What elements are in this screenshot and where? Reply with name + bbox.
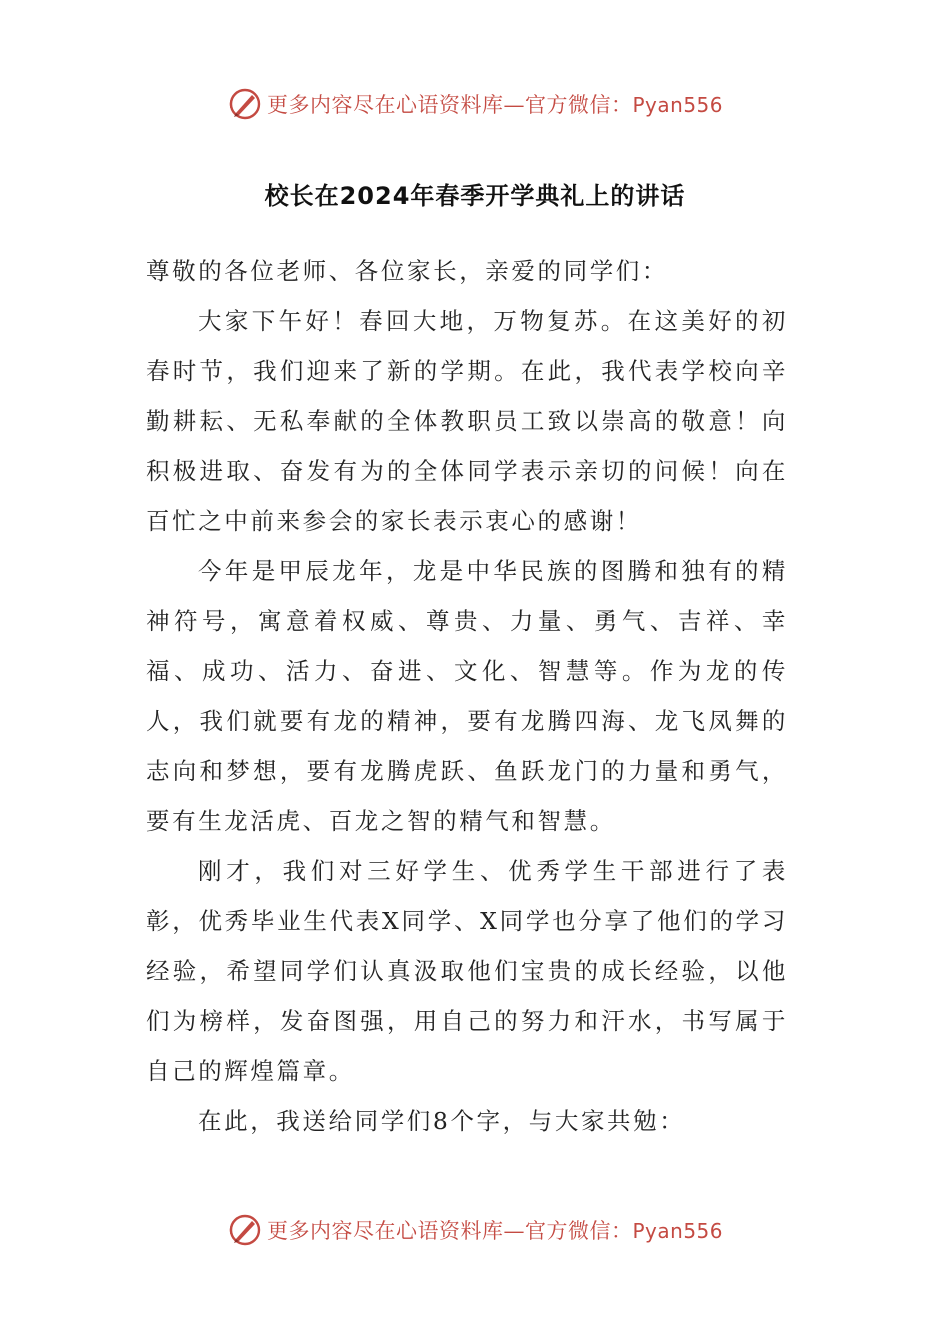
watermark-text: 更多内容尽在心语资料库—官方微信：Pyan556 (266, 93, 723, 117)
paragraph-eight-words: 在此，我送给同学们8个字，与大家共勉： (198, 1107, 686, 1135)
watermark-account: Pyan556 (632, 93, 723, 117)
watermark-footer (0, 1210, 950, 1250)
watermark-account: Pyan556 (632, 1219, 723, 1243)
salutation: 尊敬的各位老师、各位家长，亲爱的同学们： (146, 257, 668, 285)
paragraph-dragon-year: 今年是甲辰龙年，龙是中华民族的图腾和独有的精神符号，寓意着权威、尊贵、力量、勇气、吉祥、幸福、成功、活力、奋进、文化、智慧等。作为龙的传人，我们就要有龙的精神，要有龙腾四海、龙飞凤舞的志向和梦想，要有龙腾虎跃、鱼跃龙门的力量和勇气，要有生龙活虎、百龙之智的精气和智慧。 (146, 557, 788, 835)
paragraph-greeting: 大家下午好！春回大地，万物复苏。在这美好的初春时节，我们迎来了新的学期。在此，我代表学校向辛勤耕耘、无私奉献的全体教职员工致以崇高的敬意！向积极进取、奋发有为的全体同学表示亲切的问候！向在百忙之中前来参会的家长表示衷心的感谢！ (146, 307, 788, 535)
watermark-text: 更多内容尽在心语资料库—官方微信：Pyan556 (266, 1219, 723, 1243)
paragraph-commendation: 刚才，我们对三好学生、优秀学生干部进行了表彰，优秀毕业生代表X同学、X同学也分享了他们的学习经验，希望同学们认真汲取他们宝贵的成长经验，以他们为榜样，发奋图强，用自己的努力和汗水，书写属于自己的辉煌篇章。 (146, 857, 788, 1085)
pen-logo-icon (227, 86, 263, 122)
document-title: 校长在2024年春季开学典礼上的讲话 (264, 182, 686, 210)
watermark-header (0, 84, 950, 124)
document-body (146, 246, 788, 1146)
pen-logo-icon (227, 1212, 263, 1248)
